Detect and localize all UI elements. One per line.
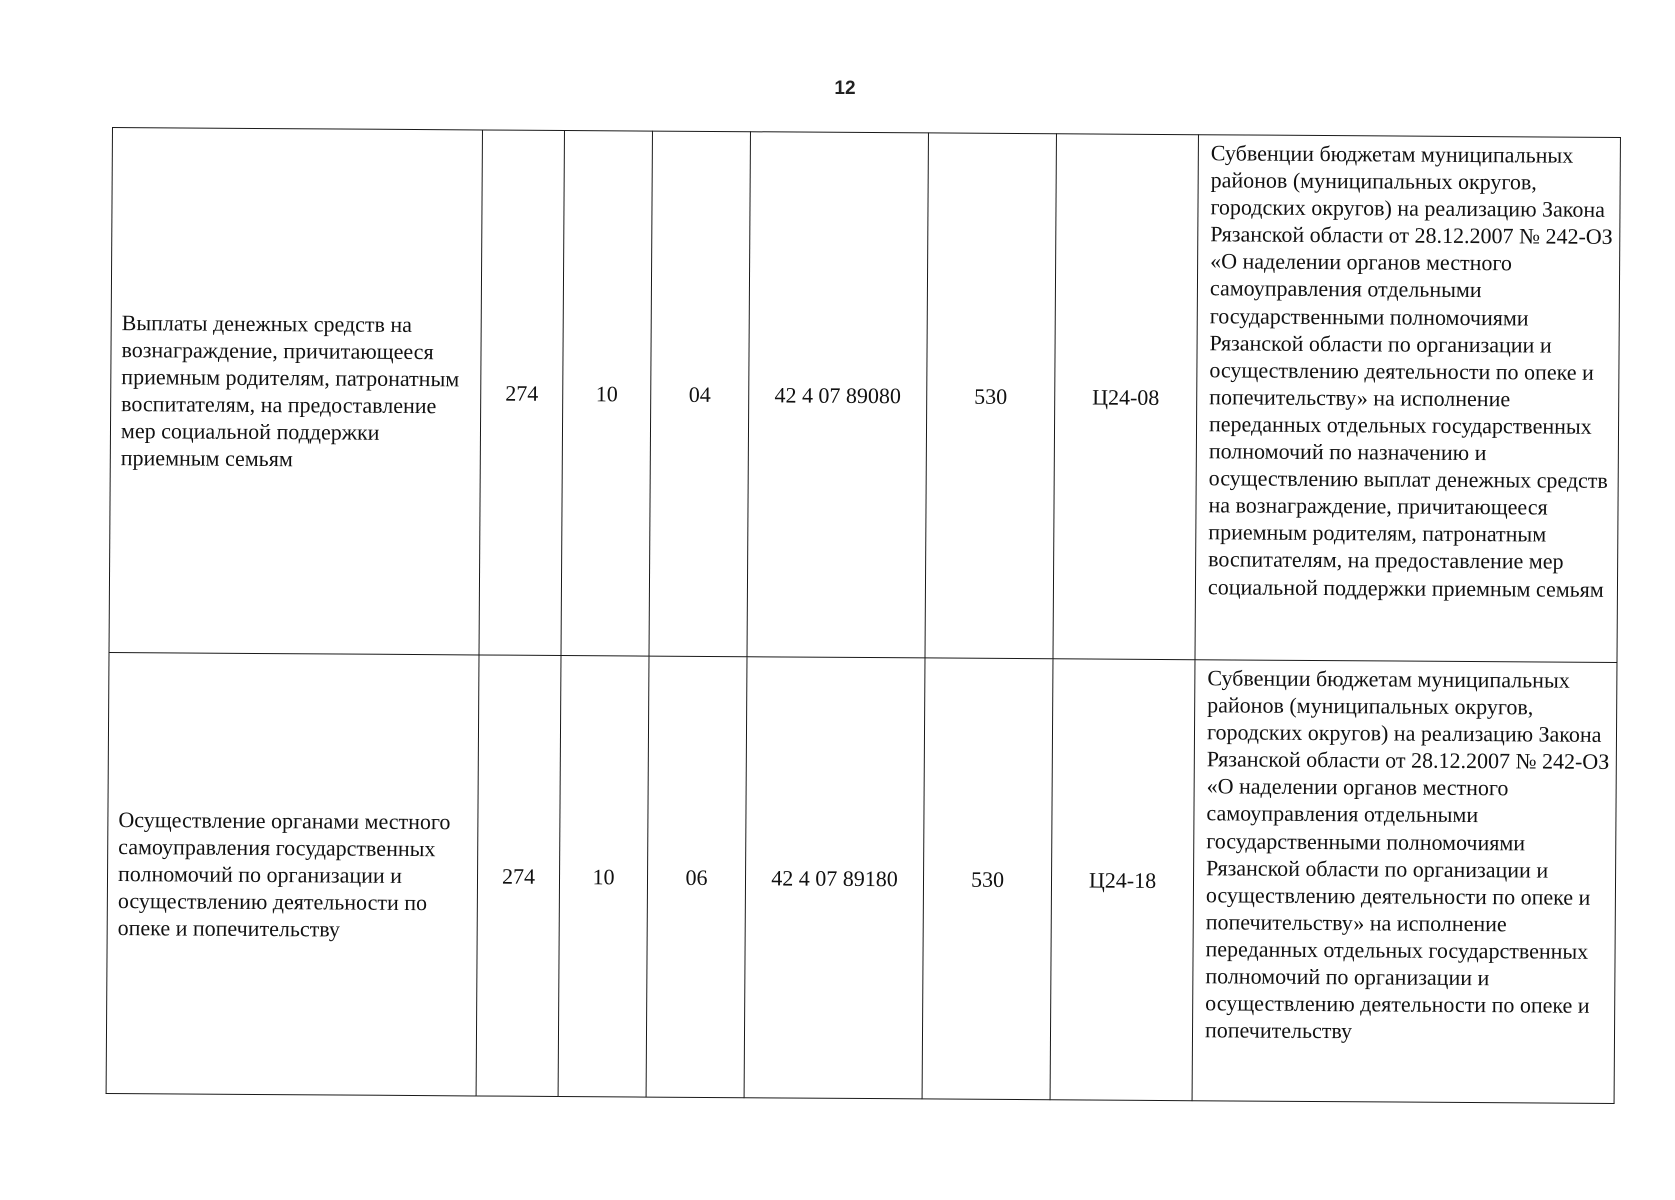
gr-code-cell <box>479 130 564 656</box>
pr-code: 06 <box>685 864 708 890</box>
purpose-code: Ц24-08 <box>1092 384 1160 410</box>
table-row <box>109 128 1620 663</box>
expense-name: Выплаты денежных средств на вознаграждение, причитающееся приемным родителям, патронатным воспитателям, на предоставление мер социальной поддержки приемным семьям <box>120 310 460 472</box>
rz-code: 10 <box>592 863 615 889</box>
csr-code-cell <box>744 657 925 1099</box>
vr-code-cell <box>922 658 1053 1100</box>
rz-code-cell <box>561 131 652 657</box>
pr-code-cell <box>649 131 750 657</box>
purpose-code-cell <box>1053 134 1198 660</box>
purpose-code-cell <box>1050 659 1195 1101</box>
vr-code-cell <box>925 133 1056 659</box>
vr-code: 530 <box>970 866 1005 892</box>
pr-code-cell <box>646 656 747 1098</box>
description-cell <box>1195 135 1620 663</box>
vr-code: 530 <box>974 383 1008 409</box>
table-row <box>106 652 1617 1103</box>
csr-code-cell <box>747 132 928 658</box>
budget-table <box>106 127 1621 1104</box>
rz-code: 10 <box>595 380 618 406</box>
csr-code: 42 4 07 89180 <box>771 864 898 891</box>
rz-code-cell <box>558 655 649 1097</box>
expense-name-cell <box>106 652 479 1095</box>
gr-code: 274 <box>505 380 539 406</box>
purpose-code: Ц24-18 <box>1088 866 1157 893</box>
description-text: Субвенции бюджетам муниципальных районов (муниципальных округов, городских округов) на реализацию Закона Рязанской области от 28.12.2007 № 242-ОЗ «О наделении органов местного самоуправления отдельными государственными полномочиями Рязанской области по организации и осуществлению деятельности по опеке и попечительству» на исполнение переданных отдельных государственных полномочий по организации и осуществлению деятельности по опеке и попечительству <box>1204 665 1610 1044</box>
expense-name: Осуществление органами местного самоуправления государственных полномочий по организации и осуществлению деятельности по опеке и попечительству <box>117 806 451 942</box>
gr-code-cell <box>476 655 561 1097</box>
page-number: 12 <box>834 78 856 99</box>
csr-code: 42 4 07 89080 <box>774 381 902 408</box>
pr-code: 04 <box>688 381 711 407</box>
description-cell <box>1192 660 1617 1104</box>
gr-code: 274 <box>501 863 536 889</box>
description-text: Субвенции бюджетам муниципальных районов (муниципальных округов, городских округов) на реализацию Закона Рязанской области от 28.12.2007 № 242-ОЗ «О наделении органов местного самоуправления отдельными государственными полномочиями Рязанской области по организации и осуществлению деятельности по опеке и попечительству» на исполнение переданных отдельных государственных полномочий по назначению и осуществлению выплат денежных средств на вознаграждение, причитающееся приемным родителям, патронатным воспитателям, на предоставление мер социальной поддержки приемным семьям <box>1207 140 1613 602</box>
expense-name-cell <box>109 128 482 655</box>
